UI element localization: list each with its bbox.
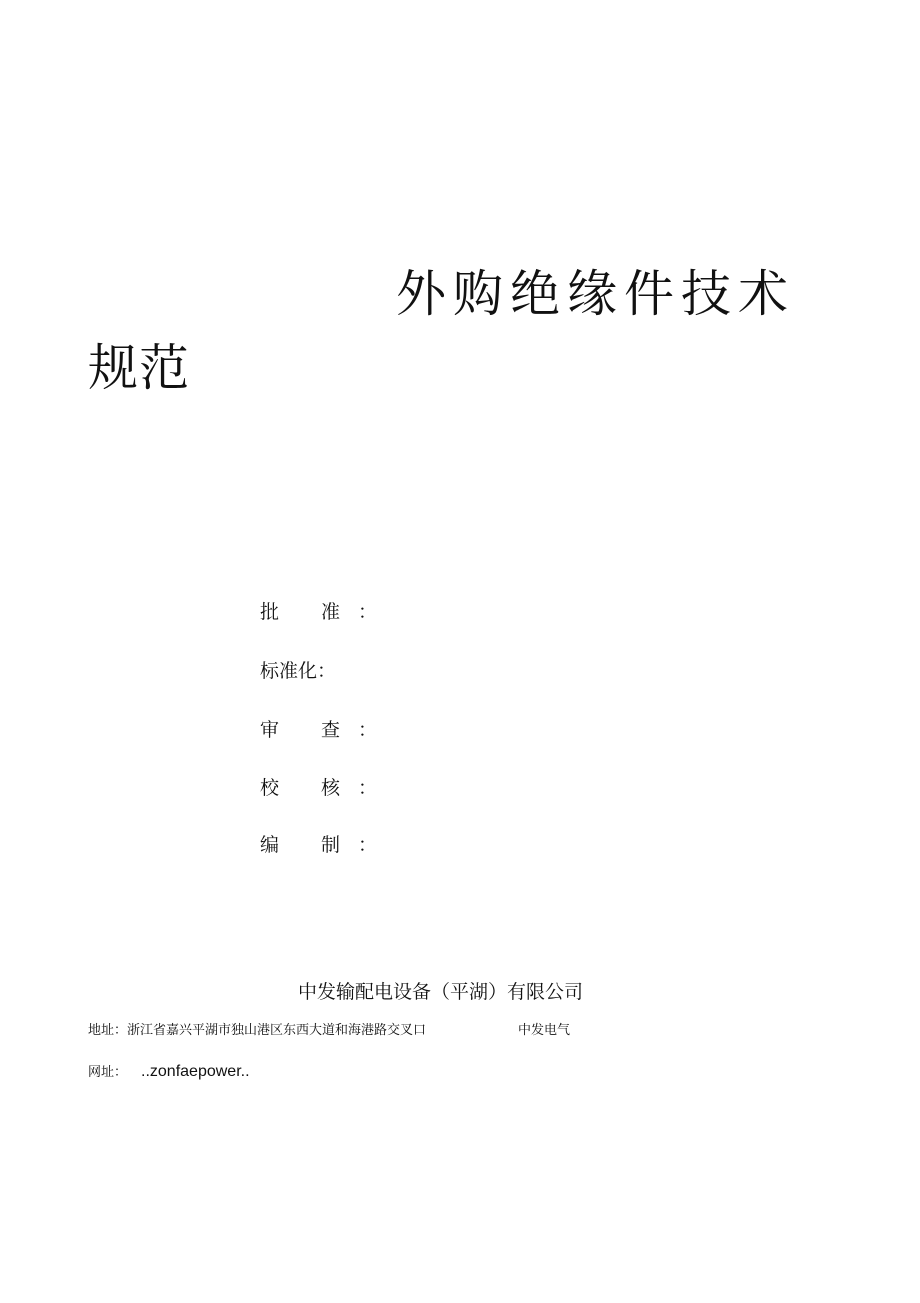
brand-name: 中发电气 <box>518 1023 571 1038</box>
website-label: 网址： <box>88 1065 128 1080</box>
website-url: ..zonfaepower.. <box>141 1063 250 1080</box>
signoff-review-label: 审 查： <box>260 719 396 741</box>
document-title-line2: 规范 <box>88 339 190 397</box>
address-text: 浙江省嘉兴平湖市独山港区东西大道和海港路交叉口 <box>127 1023 427 1038</box>
address-label: 地址： <box>88 1023 128 1038</box>
signoff-check-label: 校 核： <box>260 777 396 799</box>
website-line <box>88 1061 250 1084</box>
signoff-standardize <box>260 658 336 684</box>
signoff-compile <box>260 832 395 858</box>
document-title-line1: 外购绝缘件技术 <box>396 265 795 323</box>
company-name: 中发输配电设备（平湖）有限公司 <box>298 981 584 1003</box>
signoff-check <box>260 775 395 801</box>
signoff-approve <box>260 599 395 625</box>
signoff-approve-label: 批 准： <box>260 601 396 623</box>
signoff-compile-label: 编 制： <box>260 834 396 856</box>
signoff-review <box>260 717 395 743</box>
signoff-standardize-label: 标准化： <box>260 660 337 682</box>
address-line <box>88 1021 426 1041</box>
